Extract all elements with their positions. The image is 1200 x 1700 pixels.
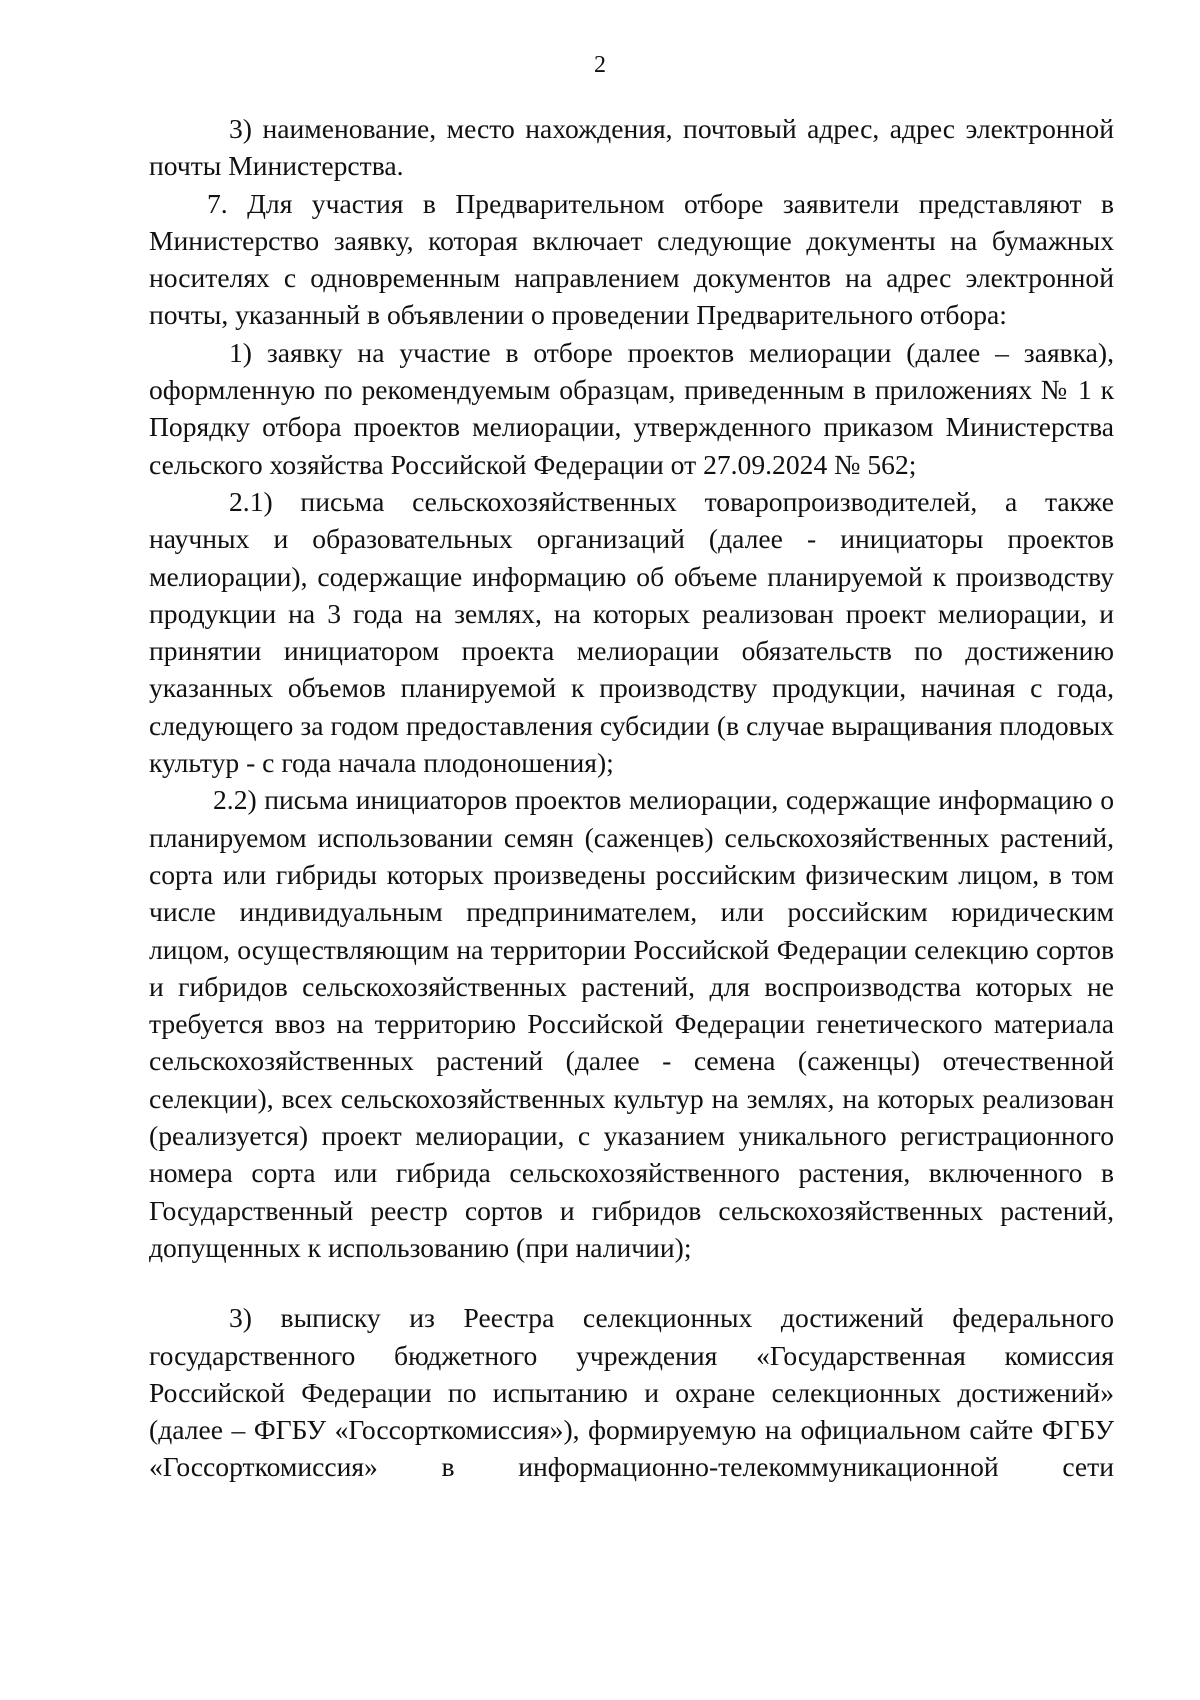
paragraph-item-3-ministry-address: 3) наименование, место нахождения, почтовый адрес, адрес электронной почты Министерства. <box>149 113 1114 182</box>
document-body <box>149 110 1114 1486</box>
paragraph-subitem-1-application: 1) заявку на участие в отборе проектов мелиорации (далее – заявка), оформленную по рекомендуемым образцам, приведенным в приложениях № 1 к Порядку отбора проектов мелиорации, утвержденного приказом Министерства сельского хозяйства Российской Федерации от 27.09.2024 № 562; <box>149 336 1114 480</box>
paragraph-subitem-2-1-producer-letters: 2.1) письма сельскохозяйственных товаропроизводителей, а также научных и образовательных организаций (далее - инициаторы проектов мелиорации), содержащие информацию об объеме планируемой к производству продукции на 3 года на землях, на которых реализован проект мелиорации, и принятии инициатором проекта мелиорации обязательств по достижению указанных объемов планируемой к производству продукции, начиная с года, следующего за годом предоставления субсидии (в случае выращивания плодовых культур - с года начала плодоношения); <box>149 485 1114 779</box>
paragraph-item-7-application-documents: 7. Для участия в Предварительном отборе заявители представляют в Министерство заявку, которая включает следующие документы на бумажных носителях с одновременным направлением документов на адрес электронной почты, указанный в объявлении о проведении Предварительного отбора: <box>149 187 1114 331</box>
page-number: 2 <box>594 52 606 78</box>
paragraph-subitem-2-2-seed-letters: 2.2) письма инициаторов проектов мелиорации, содержащие информацию о планируемом использовании семян (саженцев) сельскохозяйственных растений, сорта или гибриды которых произведены российским физическим лицом, в том числе индивидуальным предпринимателем, или российским юридическим лицом, осуществляющим на территории Российской Федерации селекцию сортов и гибридов сельскохозяйственных растений, для воспроизводства которых не требуется ввоз на территорию Российской Федерации генетического материала сельскохозяйственных растений (далее - семена (саженцы) отечественной селекции), всех сельскохозяйственных культур на землях, на которых реализован (реализуется) проект мелиорации, с указанием уникального регистрационного номера сорта или гибрида сельскохозяйственного растения, включенного в Государственный реестр сортов и гибридов сельскохозяйственных растений, допущенных к использованию (при наличии); <box>149 784 1114 1263</box>
paragraph-subitem-3-registry-extract: 3) выписку из Реестра селекционных достижений федерального государственного бюджетного учреждения «Государственная комиссия Российской Федерации по испытанию и охране селекционных достижений» (далее – ФГБУ «Госсорткомиссия»), формируемую на официальном сайте ФГБУ «Госсорткомиссия» в информационно-телекоммуникационной сети <box>149 1302 1114 1483</box>
